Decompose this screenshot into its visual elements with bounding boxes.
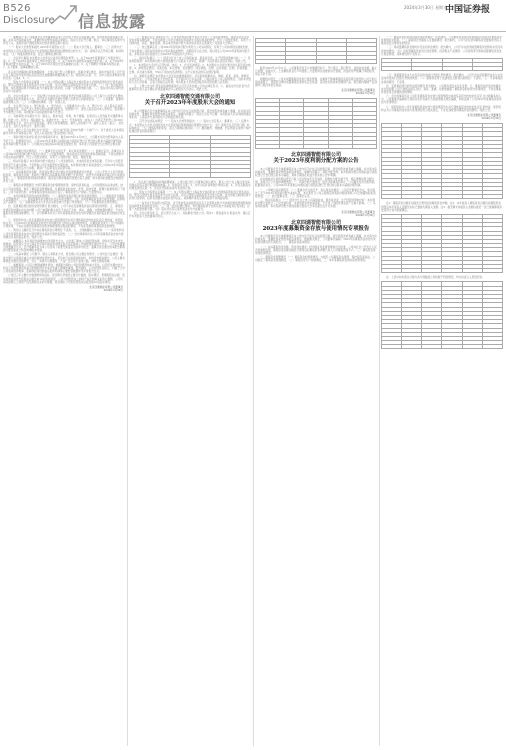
page-code: B526 [3, 3, 31, 14]
body-text: 注：上表中如出现总计数与各分项数值之和尾数不符的情况，均为四舍五入原因所致。 [386, 276, 485, 280]
section-name-en: Disclosure [3, 15, 55, 26]
column-divider [127, 36, 128, 746]
issue-date: 2024年3月30日 星期六 [404, 5, 448, 10]
fund-comparison-table-2 [381, 214, 503, 274]
financial-table [255, 98, 377, 149]
body-text: 一、重要提示 本公司董事会及全体董事保证本公告内容不存在任何虚假记载、误导性陈述或者重大遗漏，并对其内容的真实性、准确性和完整性承担法律责任。股东大会召开日期、地点、审议事项及投票方式详见下文，请投资者仔细阅读相关内容并按规定参与表决。 （一）股东大会类型和届次 2023年年度股东大会；（二）股东大会召集人：董事会；（三）投票方式：本次股东大会所采用的表决方式是现场投票和网络投票相结合的方式；（四）现场会议召开的日期、时间和地点；（五）网络投票的系统、起止日期和投票时间。 二、会议审议事项 本次股东大会审议议案及投票股东类型：1、关于2023年度董事会工作报告的议案；2、关于2023年度监事会工作报告的议案；3、关于2023年度财务决算报告的议案；4、关于2023年度利润分配方案的议案；5、关于2023年年度报告及其摘要的议案；6、关于续聘会计师事务所的议案；7、关于董事、监事薪酬的议案。 各议案已披露的时间和披露媒体：上述议案已经公司董事会、监事会审议通过，具体内容详见公司于同日在上海证券交易所网站及指定信息披露媒体披露的相关公告。特别决议议案：无；对中小投资者单独计票的议案：议案4、6、7。 三、股东大会投票注意事项 （一）本公司股东通过上海证券交易所股东大会网络投票系统行使表决权的，既可以登陆交易系统投票平台进行投票，也可以登陆互联网投票平台进行投票。（二）同一表决权通过现场、本所网络投票平台或其他方式重复进行表决的，以第一次投票结果为准。（三）股东对所有议案均表决完毕才能提交。 四、会议出席对象 （一）股权登记日收市后在中国证券登记结算有限责任公司上海分公司登记在册的公司股东有权出席股东大会，并可以以书面形式委托代理人出席会议和参加表决。（二）公司董事、监事和高级管理人员。（三）公司聘请的律师。（四）其他人员。 五、会议登记方法 1、登记时间；2、登记地点：公司董事会办公室；3、登记方式：法人股东应持营业执照复印件、法定代表人身份证明书或授权委托书、股票账户卡；自然人股东应持本人身份证、股票账户卡办理登记手续。异地股东可以信函或传真方式登记。 六、其他事项 会议联系方式：联系人、联系电话、传真、电子邮箱。出席会议人员食宿及交通费用自理。特此公告。附件1：授权委托书。兹委托先生（女士）代表本单位（或本人）出席召开的贵公司2023年年度股东大会，并代为行使表决权。委托人持普通股数、委托人股东账户号、委托人签名（盖章）、受托人签名、受托人身份证号、委托日期。 备注：委托人应当在委托书中“同意”、“反对”或“弃权”意向中选择一个并打“√”，对于委托人在本授权委托书中未作具体指示的，受托人有权按自己的意愿进行表决。 一、利润分配方案内容 经会计师事务所审计，截至2023年12月31日，公司期末可供分配利润为人民币若干元。经董事会决议，公司2023年年度拟以实施权益分派股权登记日登记的总股本为基数分配利润。本次利润分配方案如下：公司拟向全体股东每10股派发现金红利，本年度公司现金分红比例符合相关规定。 二、公司履行的决策程序 （一）董事会会议的召开、审议和表决情况；（二）监事会意见：监事会认为公司2023年度利润分配方案充分考虑了公司盈利情况、现金流状态及资金需求等各种因素，不存在损害中小股东利益的情形，符合公司经营现状，有利于公司的持续、稳定、健康发展。 三、相关风险提示 本次利润分配方案结合了公司发展阶段、未来的资金需求等因素，不会对公司经营现金流产生重大影响，不会影响公司正常经营和长期发展。本次利润分配方案尚需提交公司2023年年度股东大会审议通过后方可实施，敬请广大投资者注意投资风险。 （一）实际募集资金金额、资金到位情况 经中国证券监督管理委员会核准，公司公开发行人民币普通股股票，募集资金总额、扣除发行费用后实际募集资金净额已全部到位，并经会计师事务所验证并出具验资报告。（二）募集资金使用和结余情况：截至报告期末募集资金累计投入金额、尚未使用的金额及存放情况详见下表。 二、募集资金管理情况 为规范募集资金的管理和使用，保护投资者权益，公司依照相关法律法规，结合公司实际情况，制定了募集资金管理制度，对募集资金的存放、使用、投向变更、管理与监督等进行了规定。公司与保荐机构、存放募集资金的商业银行签订了募集资金专户存储三方监管协议。 三、本年度募集资金的实际使用情况 （一）募集资金投资项目的资金使用情况；（二）募投项目先期投入及置换情况；（三）用闲置募集资金暂时补充流动资金情况；（四）对闲置募集资金进行现金管理，投资相关产品情况；（五）用超募资金永久补充流动资金或归还银行贷款情况；（六）节余募集资金使用情况。 四、变更募投项目的资金使用情况 报告期内，公司不存在变更募集资金投资项目的情况。五、募集资金使用及披露中存在的问题 公司已披露的相关信息不存在不及时、真实、准确、完整披露的情况，不存在募集资金管理违规情形。六、会计师事务所对公司年度募集资金存放与使用情况出具的鉴证报告的结论性意见。 七、保荐机构对公司年度募集资金存放与使用情况所出具专项核查报告的结论性意见 经核查，保荐机构认为：公司2023年度募集资金存放与使用情况符合相关法律法规的规定，对募集资金进行了专户存储和专项使用，不存在变相改变募集资金用途和损害股东利益的情况，不存在违规使用募集资金的情形。 八、两次以上融资且当年存在募集资金运用情况 不适用。九、上网披露的公告附件：（一）保荐机构对公司年度募集资金存放与使用情况出具的专项核查报告；（二）会计师事务所对公司年度募集资金存放与使用情况出具的鉴证报告。特此公告。 一、重要提示 本年度报告摘要来自年度报告全文，为全面了解本公司的经营成果、财务状况及未来发展规划，投资者应当到上海证券交易所网站等中国证监会指定媒体上仔细阅读年度报告全文。公司全体董事出席董事会会议。会计师事务所为本公司出具了标准无保留意见的审计报告。董事会决议通过的本报告期利润分配预案或公积金转增股本预案。 二、公司基本情况 公司简介、联系人和联系方式、报告期公司主要业务简介。公司所处行业情况：智能交通行业是国家重点支持和鼓励发展的行业，近年来行业政策持续向好，市场需求稳步增长。公司主要从事智能交通系统的研发、设计、实施与运维服务，产品广泛应用于高速公路、城市交通等领域。 三、重要事项 公司应当根据重要性原则，披露报告期内公司经营情况的重大变化，以及报告期内发生的对公司经营情况有重大影响和预计未来会有重大影响的事项。报告期内，公司实现营业收入、归属于上市公司股东的净利润、扣除非经常性损益后的净利润等主要经营数据详见年度报告全文。 公司近三年主要会计数据和财务指标、报告期分季度的主要会计数据、股东情况、普通股股东总数、表决权恢复的优先股股东总数及前10名股东情况、公司与控股股东之间的产权及控制关系的方框图、公司与实际控制人之间的产权及控制关系的方框图、报告期末公司优先股股东总数及前10名股东情况。 [3, 36, 125, 284]
signature-3: 北京四通智能有限公司董事会 2024年3月30日 [341, 210, 375, 217]
page-header [0, 0, 506, 32]
body-text: 本公司董事会及全体董事保证本公告内容不存在任何虚假记载、误导性陈述或者重大遗漏，并对其内容的真实性、准确性和完整性承担法律责任。根据相关规定，公司董事会编制了2023年度募集资金存放与实际使用情况的专项报告。一、募集资金基本情况。 （一）实际募集资金金额、资金到位情况：经中国证券监督管理委员会核准，公司向社会公开发行人民币普通股股票，募集资金总额扣除发行费用后的募集资金净额已存入公司募集资金专户。（二）募集资金使用和结余情况。 二、募集资金管理情况 （一）募集资金的管理情况：为规范公司募集资金管理，保护投资者权益，公司制定了募集资金管理制度；（二）募集资金专户存储情况。三、本年度募集资金的实际使用情况。 [255, 235, 377, 263]
column-3 [255, 36, 377, 746]
newspaper-masthead: 中国证券报 [445, 5, 491, 15]
body-text: （一）募集资金投资项目的资金使用情况：报告期内，公司募集资金实际使用情况详见附表1募集资金使用情况对照表。（二）募投项目先期投入及置换情况：报告期内，公司不存在使用募集资金置换预先投入募投项目自筹资金的情况。 （三）用闲置募集资金暂时补充流动资金情况：报告期内，公司不存在使用闲置募集资金暂时补充流动资金的情况。（四）对闲置募集资金进行现金管理，投资相关产品情况：公司使用部分暂时闲置募集资金进行现金管理，具体情况如下表所示。 [381, 36, 503, 56]
column-4 [381, 36, 503, 746]
article-title-3 [255, 220, 377, 233]
header-rule [0, 31, 506, 32]
fund-usage-table [255, 38, 377, 64]
article-headline: 关于2023年度利润分配方案的公告 [273, 158, 359, 165]
article-company: 北京四通智能交通有限公司 [159, 94, 220, 101]
column-divider [379, 36, 380, 746]
body-text: （二）监事会意见 监事会认为：公司本次利润分配方案充分考虑了公司的盈利情况、现金流状态及资金需求等各种因素，不存在损害公司及全体股东特别是中小股东利益的情形，符合公司经营现状，有利于公司的持续、稳定、健康发展。同意本次利润分配方案并同意将该议案提交公司股东大会审议。 （三）独立董事意见 公司2023年度利润分配方案符合公司实际情况，有利于公司持续稳定健康发展，不存在损害公司股东特别是中小股东利益的情形，决策程序合法合规。我们同意公司2023年度利润分配方案，并同意将该议案提交公司2023年年度股东大会审议。 三、相关风险提示 （一）现金分红对上市公司每股收益、现金流状况、生产经营的影响分析；（二）其他风险说明：本次利润分配方案尚需提交公司股东大会审议，敬请广大投资者注意投资风险。特此公告。 1、本次股东大会会议召开时间、地点；2、会议表决情况；3、本次股东大会审议通过的议案及表决结果；4、律师见证情况。议案名称、审议结果、表决情况：同意票数、比例，反对票数、比例，弃权票数、比例。涉及重大事项，5%以下股东的表决情况。关于议案表决的有关情况说明。 四、律师见证情况 本次股东大会见证的律师事务所：北京某律师事务所；律师：某某、某某。律师见证结论意见：公司本次股东大会的召集、召开程序符合有关法律、行政法规及公司章程的规定；出席本次股东大会人员资格、召集人资格合法有效；本次股东大会的表决程序和表决结果合法有效。 五、上网公告文件 经鉴证的律师事务所主任签字并加盖公章的法律意见书。六、备查文件目录 经与会董事和记录人签字确认并加盖董事会印章的股东大会决议。特此公告。 [129, 36, 251, 92]
article-headline: 2023年度募集资金存放与使用情况专项报告 [262, 225, 370, 232]
body-text: （五）用超募资金永久补充流动资金或归还银行贷款情况：报告期内，公司不存在用超募资金永久补充流动资金或归还银行贷款的情况。（六）超募资金用于在建项目及新项目的情况：不适用。（七）节余募集资金使用情况：不适用。 四、变更募投项目的资金使用情况 报告期内，公司募投项目未发生变更。五、募集资金使用及披露中存在的问题 公司已按相关规定及时、真实、准确、完整地披露了募集资金的存放与使用情况，不存在募集资金使用及管理的违规情形。 六、会计师事务所对公司年度募集资金存放与使用情况出具的鉴证报告的结论性意见 会计师事务所认为，公司董事会编制的专项报告在所有重大方面按照相关规定编制，如实反映了公司2023年度募集资金存放与使用情况。 七、保荐机构对公司年度募集资金存放与使用情况所出具专项核查报告的结论性意见 经核查，保荐机构认为公司募集资金存放与使用情况符合相关规定，不存在违规使用募集资金的情形。特此公告。 [381, 74, 503, 112]
column-divider [253, 36, 254, 746]
section-arrow-icon [50, 4, 78, 26]
body-text: 本公司董事会及全体董事保证本公告内容不存在任何虚假记载、误导性陈述或者重大遗漏，并对其内容的真实性、准确性和完整性承担法律责任。重要内容提示：股东大会召开日期；本次股东大会采用的网络投票系统：上海证券交易所股东大会网络投票系统。 一、召开会议的基本情况 （一）股东大会类型和届次；（二）股东大会召集人：董事会；（三）投票方式：本次股东大会所采用的表决方式是现场投票和网络投票相结合的方式；（四）现场会议召开的日期、时间和地点；（五）网络投票的系统、起止日期和投票时间；（六）融资融券、转融通、约定购回业务账户和沪股通投资者的投票程序。 [129, 109, 251, 133]
article-company: 北京四通智能有限公司 [290, 219, 341, 226]
section-name-zh: 信息披露 [78, 12, 147, 31]
body-text: 注1：募集资金总额系扣除发行费用后的募集资金净额。注2：本年度投入募集资金总额包括募集资金到账后本年度投入金额及实际已置换先期投入金额。注3：截至期末承诺投入金额以最近一次已披露募集资金投资计划为依据确定。 [381, 202, 502, 212]
article-title-1 [129, 94, 251, 107]
body-text: 1、各议案已披露的时间和披露媒体：上述议案已经公司董事会审议通过，相关公告已在上海证券交易所网站及指定信息披露媒体披露。2、特别决议议案；3、对中小投资者单独计票的议案；4、涉及关联股东回避表决的议案；5、涉及优先股股东参与表决的议案。 三、股东大会投票注意事项 （一）本公司股东通过上海证券交易所股东大会网络投票系统行使表决权的，既可以登陆交易系统投票平台进行投票，也可以登陆互联网投票平台进行投票。首次登陆互联网投票平台进行投票的，投资者需要完成股东身份认证。具体操作请见互联网投票平台网站说明。 （二）持有多个股东账户的股东，可行使的表决权数量是其名下全部股东账户所持相同类别普通股和相同品种优先股的数量总和。（三）同一表决权通过现场、本所网络投票平台或其他方式重复进行表决的，以第一次投票结果为准。（四）股东对所有议案均表决完毕才能提交。 四、会议出席对象 五、会议登记方法 六、其他事项 特此公告。附件1：授权委托书 报备文件：提议召开本次股东大会的董事会决议。 [129, 180, 251, 219]
agenda-table [129, 135, 251, 178]
fund-comparison-table-3 [381, 281, 503, 349]
signature-4: 北京四通智能有限公司董事会 2024年3月30日 [467, 113, 501, 120]
body-text: 截至2023年12月31日，公司募集资金专户存储情况如下：开户银行、银行账号、初始存放金额、截止日余额、存储方式。上述募集资金专户均按照三方监管协议的要求进行管理，资金使用严格履行审批程序，保证专款专用。 根据相关规定，公司对闲置募集资金进行现金管理，在确保不影响募集资金投资项目建设和公司正常运营的前提下，使用部分暂时闲置募集资金购买安全性高、流动性好的保本型理财产品。报告期内理财产品到期均已收回本金及收益。 [255, 67, 377, 87]
cash-management-table [381, 58, 503, 72]
column-2 [129, 36, 251, 746]
article-headline: 关于召开2023年年度股东大会的通知 [144, 100, 236, 107]
signature-1: 北京四通智能有限公司董事会 2024年3月30日 [89, 285, 123, 292]
fund-comparison-table-1 [381, 123, 503, 199]
article-title-2 [255, 152, 377, 165]
signature-2: 北京四通智能有限公司董事会 2024年3月30日 [341, 88, 375, 95]
body-text: 本公司董事会及全体董事保证本公告内容不存在任何虚假记载、误导性陈述或者重大遗漏，并对其内容的真实性、准确性和完整性承担法律责任。重要内容提示：每股分配比例；本次利润分配以实施权益分派股权登记日登记的总股本为基数，具体日期将在权益分派实施公告中明确。 在实施权益分派的股权登记日前公司总股本发生变动的，拟维持分配总额不变，相应调整每股分配比例，并将另行公告具体调整情况。一、利润分配方案内容：经会计师事务所审计，公司期末可供分配利润，经董事会决议，公司2023年年度拟以实施权益分派股权登记日登记的总股本为基数分配利润。 二、公司履行的决策程序 （一）董事会会议的召开、审议和表决情况：公司召开董事会会议，审议通过了关于2023年度利润分配方案的议案，本方案符合公司章程规定的利润分配政策和公司已披露的股东回报规划。（二）独立董事意见；（三）监事会意见。 三、相关风险提示 （一）现金分红对上市公司每股收益、现金流状况、生产经营的影响分析：本次利润分配方案结合了公司发展阶段、未来的资金需求等因素，不会对公司经营现金流产生重大影响。（二）其他风险说明：本次利润分配方案尚需提交股东大会审议通过后方可实施。 [255, 167, 377, 209]
article-company: 北京四通智能有限公司 [290, 152, 341, 159]
column-1 [3, 36, 125, 746]
